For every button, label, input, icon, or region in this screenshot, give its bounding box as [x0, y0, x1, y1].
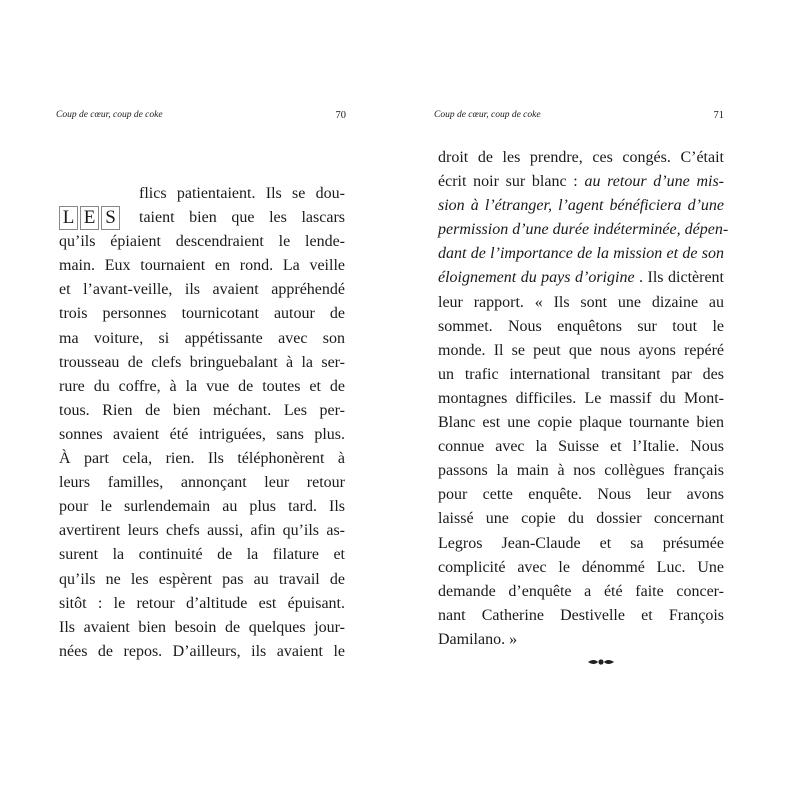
text-line: tous. Rien de bien méchant. Les per-: [59, 401, 345, 419]
text-span: . Ils dictèrent: [634, 269, 724, 287]
right-running-header: [434, 110, 724, 121]
italic-span: éloignement du pays d’origine: [438, 269, 635, 287]
text-line: flics patientaient. Ils se dou-: [139, 185, 345, 202]
text-line: pour cette enquête. Nous leur avons: [438, 486, 724, 504]
text-line: laissé une copie du dossier concernant: [438, 510, 724, 528]
text-line: À part cela, rien. Ils téléphonèrent à: [59, 450, 345, 468]
right-running-head-title: Coup de cœur, coup de coke: [434, 110, 541, 120]
text-line: monde. Il se peut que nous ayons repéré: [438, 341, 724, 359]
left-running-header: [56, 110, 346, 121]
text-line: trois personnes tournicotant autour de: [59, 305, 345, 323]
section-ornament-icon: [586, 656, 616, 668]
text-line: [438, 266, 724, 290]
right-body-text: [438, 146, 729, 652]
dropcap-letter: E: [80, 206, 99, 230]
text-line: leur rapport. « Ils sont une dizaine au: [438, 293, 724, 311]
text-line: droit de les prendre, ces congés. C’était: [438, 149, 724, 166]
italic-line: sion à l’étranger, l’agent bénéficiera d’une: [438, 197, 724, 215]
text-line: trousseau de clefs bringuebalant à la ser-: [59, 353, 345, 371]
text-span: écrit noir sur blanc :: [438, 173, 585, 191]
italic-line: permission d’une durée indéterminée, dépen-: [438, 221, 729, 239]
text-line: Blanc est une copie plaque tournante bien: [438, 414, 724, 432]
text-line: Ils avaient bien besoin de quelques jour-: [59, 618, 345, 636]
text-line: rure du coffre, à la vue de toutes et de: [59, 377, 345, 395]
text-line: montagnes difficiles. Le massif du Mont-: [438, 389, 724, 407]
left-page-number: 70: [335, 110, 346, 121]
text-line: main. Eux tournaient en rond. La veille: [59, 257, 345, 275]
left-running-head-title: Coup de cœur, coup de coke: [56, 110, 163, 120]
left-body-text: [59, 182, 345, 664]
text-line: nant Catherine Destivelle et François: [438, 606, 724, 624]
text-line: pour le surlendemain au plus tard. Ils: [59, 498, 345, 516]
italic-line: dant de l’importance de la mission et de son: [438, 245, 724, 263]
text-line: qu’ils ne les espèrent pas au travail de: [59, 570, 345, 588]
right-page-number: 71: [713, 110, 724, 121]
text-line: passons la main à nos collègues français: [438, 462, 724, 480]
text-line: avertirent leurs chefs aussi, afin qu’ils as-: [59, 522, 345, 540]
text-line: ma voiture, si appétissante avec son: [59, 329, 345, 347]
dropcap-letter: S: [101, 206, 120, 230]
text-line: un trafic international transitant par des: [438, 365, 724, 383]
text-line: Legros Jean-Claude et sa présumée: [438, 534, 724, 552]
text-line: complicité avec le dénommé Luc. Une: [438, 558, 724, 576]
text-line: surent la continuité de la filature et: [59, 546, 345, 564]
text-line: taient bien que les lascars: [139, 209, 345, 227]
text-line: sommet. Nous enquêtons sur tout le: [438, 317, 724, 335]
text-line: connue avec la Suisse et l’Italie. Nous: [438, 438, 724, 456]
text-line: sonnes avaient été intriguées, sans plus.: [59, 425, 345, 443]
text-line: demande d’enquête a été faite concer-: [438, 582, 724, 600]
text-line: sitôt : le retour d’altitude est épuisant.: [59, 594, 345, 612]
text-line: qu’ils épiaient descendraient le lende-: [59, 233, 345, 251]
text-line: nées de repos. D’ailleurs, ils avaient le: [59, 642, 345, 660]
dropcap-letter: L: [59, 206, 78, 230]
right-page: [400, 0, 800, 800]
text-line: et l’avant-veille, ils avaient appréhendé: [59, 281, 345, 299]
text-line: Damilano. »: [438, 630, 518, 648]
text-line: [438, 170, 724, 194]
italic-span: au retour d’une mis-: [584, 173, 725, 191]
text-line: leurs familles, annonçant leur retour: [59, 474, 345, 492]
